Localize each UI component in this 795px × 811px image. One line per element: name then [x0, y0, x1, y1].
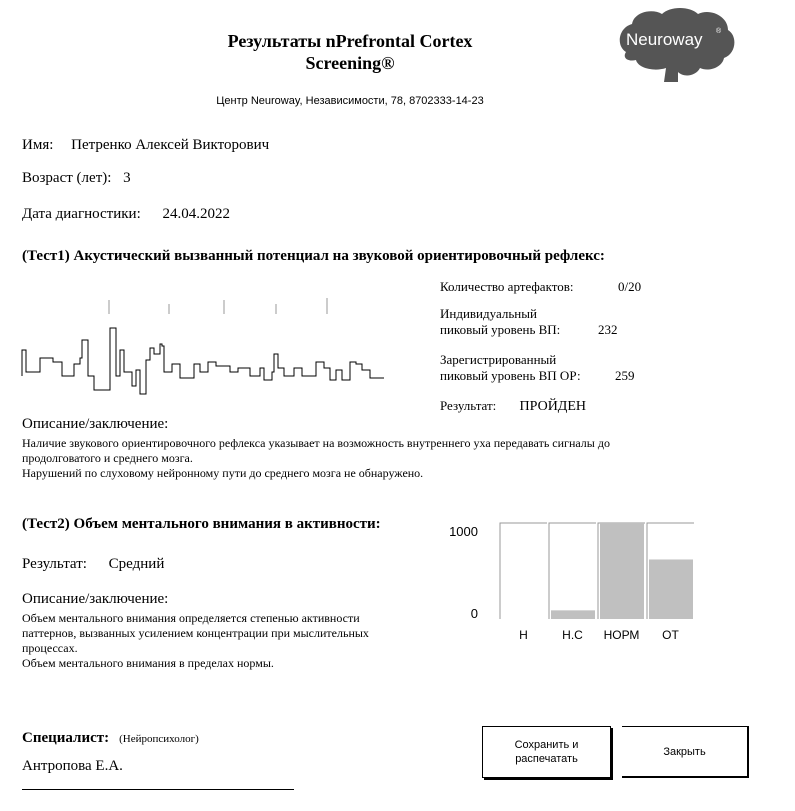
test2-description-line3: процессах. — [22, 641, 78, 655]
test1-result-row — [440, 398, 586, 415]
individual-peak-value: 232 — [598, 322, 618, 337]
logo-text: Neuroway — [626, 30, 703, 49]
y-tick-label: 1000 — [449, 524, 478, 539]
evoked-potential-waveform — [18, 292, 388, 396]
test2-result-row — [22, 556, 164, 573]
test1-description-line3: Нарушений по слуховому нейронному пути до среднего мозга не обнаружено. — [22, 466, 424, 480]
test2-description — [22, 611, 442, 671]
y-tick-label: 0 — [470, 606, 478, 621]
specialist-role: (Нейропсихолог) — [119, 733, 199, 745]
test1-description-line1: Наличие звукового ориентировочного рефлекса указывает на возможность внутреннего уха передавать сигналы до — [22, 436, 610, 450]
save-and-print-button[interactable] — [482, 726, 611, 778]
artifacts-value: 0/20 — [618, 279, 642, 294]
center-address: Центр Neuroway, Независимости, 78, 8702333-14-23 — [216, 95, 484, 107]
category-label: ОТ — [662, 628, 679, 642]
patient-age-value: 3 — [123, 170, 131, 186]
test2-heading: (Тест2) Объем ментального внимания в активности: — [22, 516, 381, 532]
artifacts-row — [440, 279, 642, 295]
neuroway-logo — [612, 6, 738, 84]
signature-line — [22, 789, 294, 790]
diagnosis-date-row — [22, 206, 230, 223]
test2-result-label: Результат: — [22, 556, 87, 572]
save-button-label-1: Сохранить и — [514, 739, 579, 751]
bar — [649, 559, 693, 619]
patient-name-label: Имя: — [22, 137, 54, 153]
test1-result-value: ПРОЙДЕН — [519, 399, 587, 414]
save-button-label-2: распечатать — [515, 753, 578, 765]
test1-description — [22, 436, 722, 481]
specialist-label: Специалист: — [22, 730, 110, 746]
test2-description-line2: паттернов, вызванных усилением концентрации при мыслительных — [22, 626, 369, 640]
category-label: Н.С — [562, 628, 583, 642]
test2-description-line4: Объем ментального внимания в пределах нормы. — [22, 656, 274, 670]
waveform-markers — [109, 298, 327, 314]
category-label: Н — [519, 628, 528, 642]
patient-name-value: Петренко Алексей Викторович — [71, 137, 270, 153]
bar — [551, 610, 595, 619]
test2-description-line1: Объем ментального внимания определяется степенью активности — [22, 611, 360, 625]
bar-frame — [549, 523, 596, 619]
individual-peak-label-2: пиковый уровень ВП: — [440, 322, 561, 337]
report-title — [160, 30, 540, 74]
test2-description-title: Описание/заключение: — [22, 591, 169, 607]
patient-age-label: Возраст (лет): — [22, 170, 112, 186]
test1-description-line2: продолговатого и среднего мозга. — [22, 451, 193, 465]
bar — [600, 523, 644, 619]
patient-name-row — [22, 137, 269, 154]
bar-frame — [500, 523, 547, 619]
bars-group — [500, 523, 694, 642]
diagnosis-date-value: 24.04.2022 — [162, 206, 230, 222]
registered-peak-value: 259 — [615, 368, 635, 383]
test1-description-title: Описание/заключение: — [22, 416, 169, 432]
patient-age-row — [22, 170, 131, 187]
logo-registered-mark: ® — [716, 28, 722, 35]
specialist-row — [22, 729, 199, 747]
individual-peak-label-1: Индивидуальный — [440, 306, 537, 321]
category-label: НОРМ — [603, 628, 640, 642]
registered-peak-label-1: Зарегистрированный — [440, 352, 557, 367]
specialist-name: Антропова Е.А. — [22, 758, 123, 774]
artifacts-label: Количество артефактов: — [440, 279, 574, 294]
registered-peak-row — [440, 352, 635, 384]
report-title-line1: Результаты nPrefrontal Cortex — [227, 31, 473, 51]
test1-heading: (Тест1) Акустический вызванный потенциал на звуковой ориентировочный рефлекс: — [22, 248, 605, 264]
diagnosis-date-label: Дата диагностики: — [22, 206, 141, 222]
individual-peak-row — [440, 306, 618, 338]
test2-result-value: Средний — [108, 556, 165, 572]
test1-result-label: Результат: — [440, 398, 497, 413]
registered-peak-label-2: пиковый уровень ВП ОР: — [440, 368, 581, 383]
report-title-line2: Screening® — [305, 53, 395, 73]
close-button[interactable]: Закрыть — [622, 726, 749, 778]
attention-bar-chart — [440, 515, 700, 650]
